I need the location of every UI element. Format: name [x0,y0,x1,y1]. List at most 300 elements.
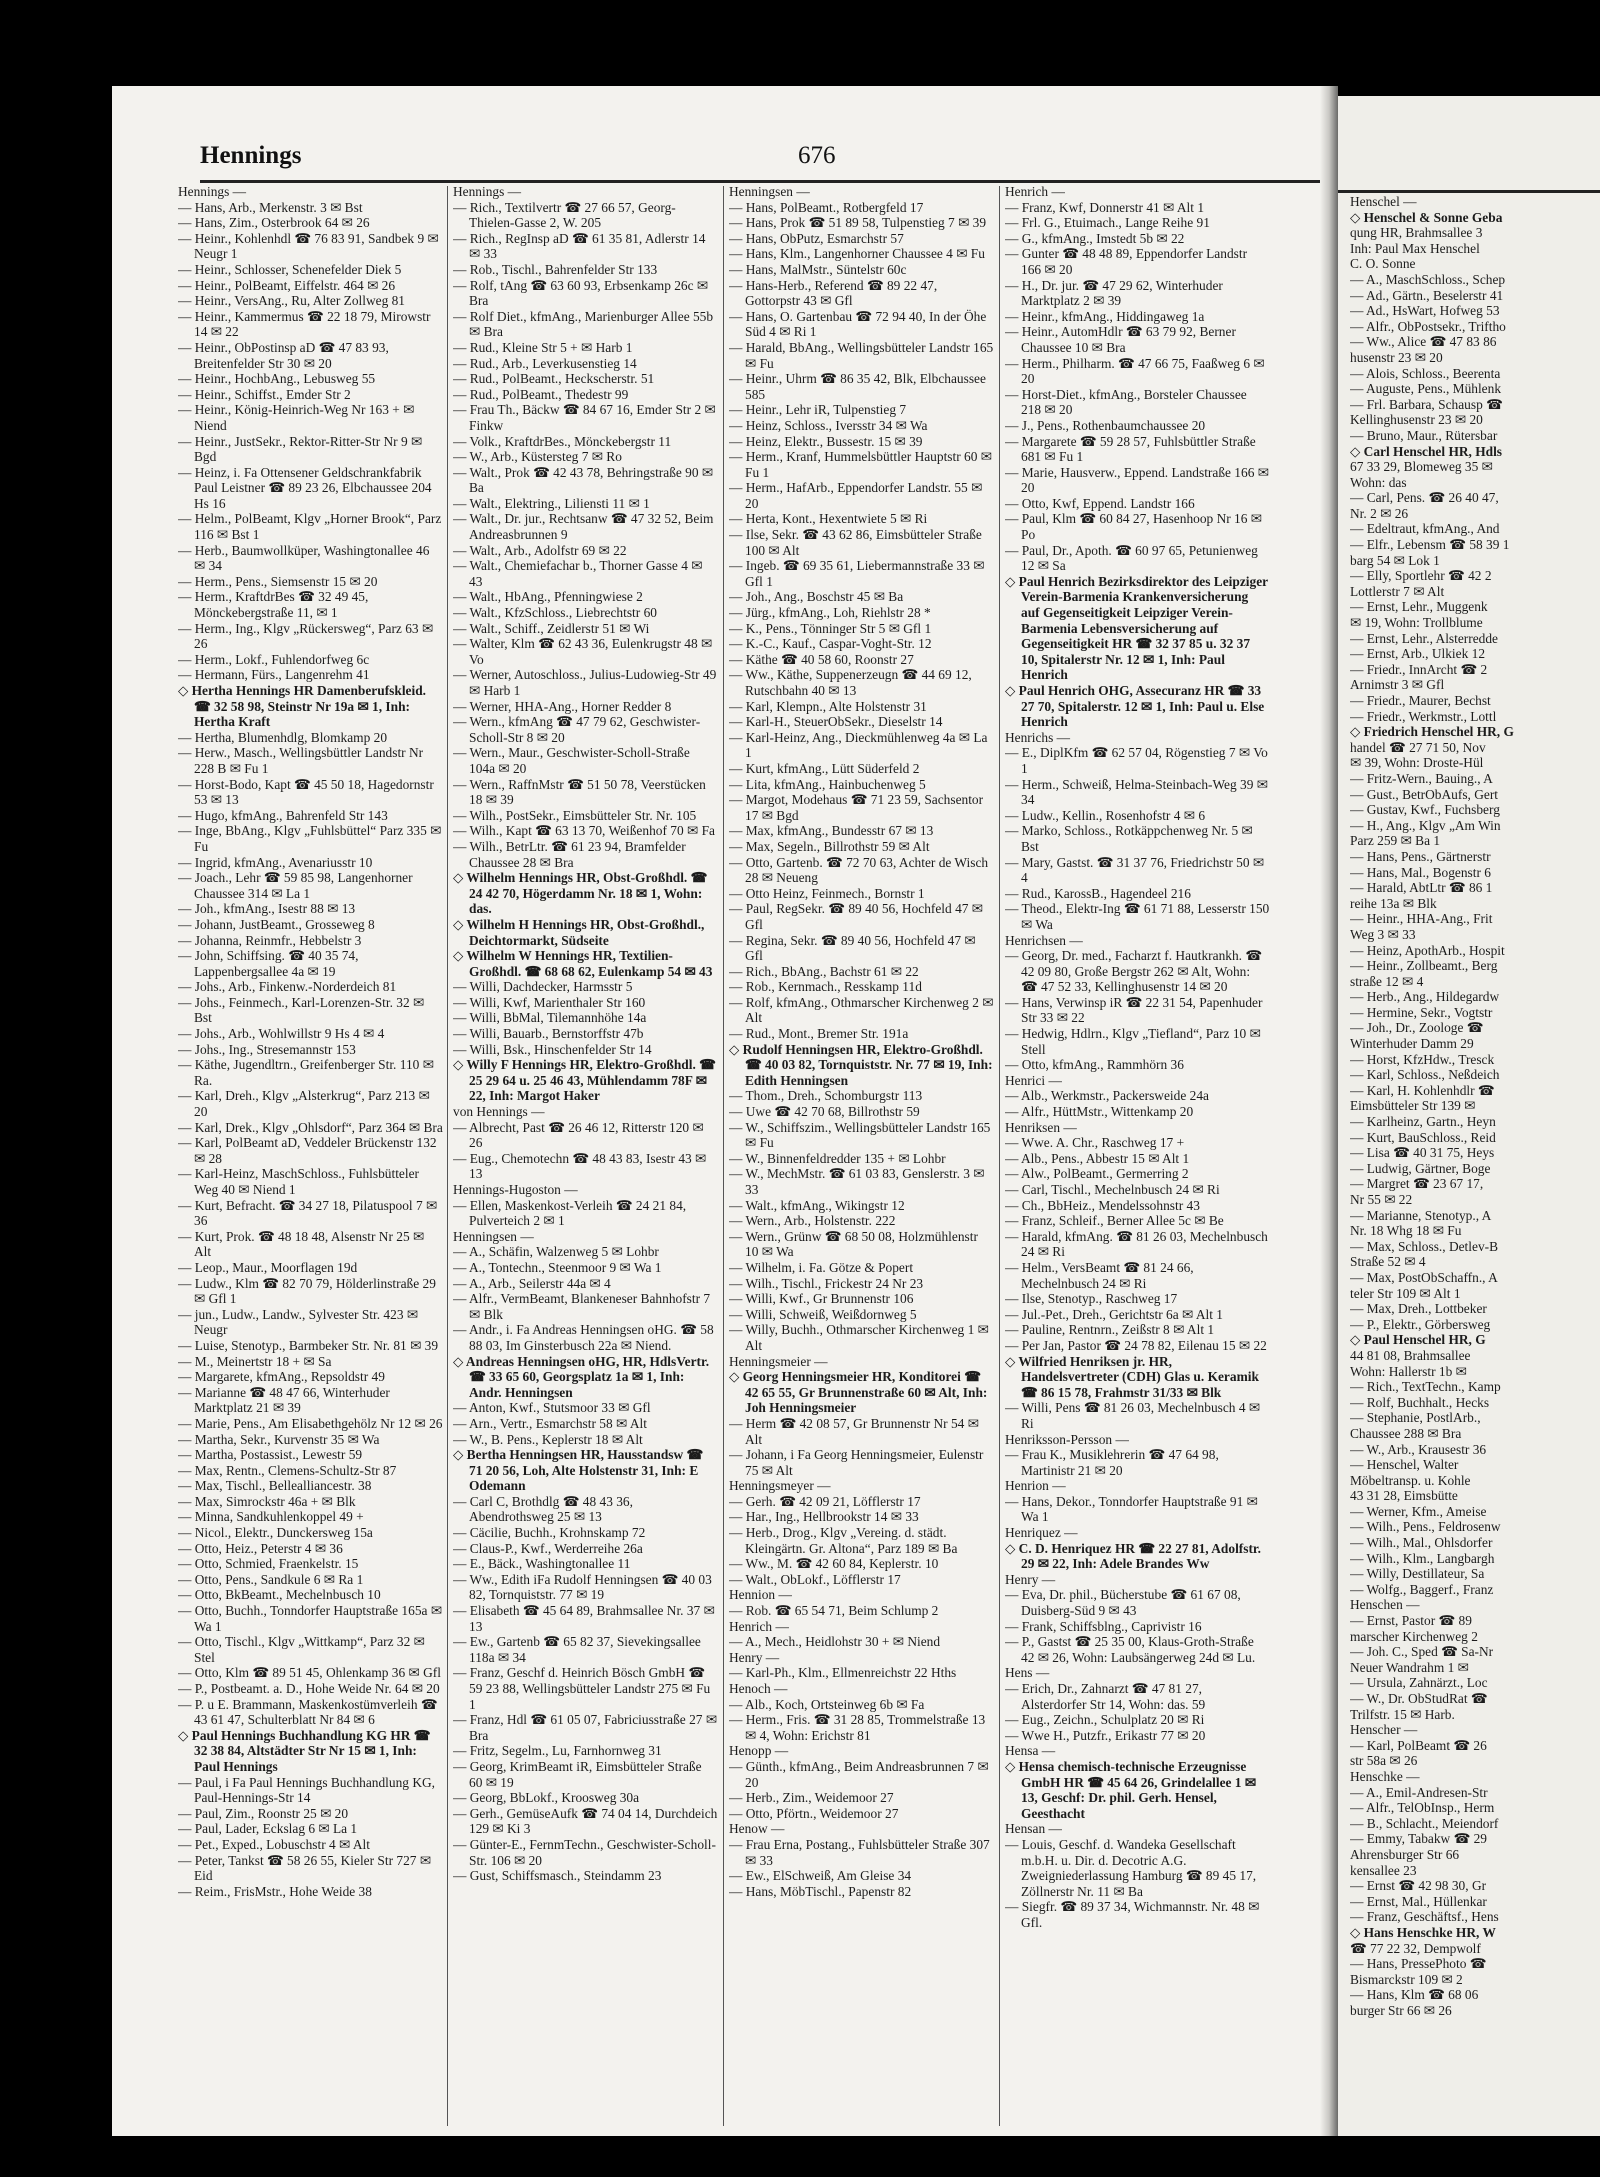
directory-entry: — Emmy, Tabakw ☎ 29 [1350,1831,1487,1847]
directory-entry: — Franz, Hdl ☎ 61 05 07, Fabriciusstraße 27 ✉ Bra [453,1712,718,1743]
directory-entry: — Leop., Maur., Moorflagen 19d [178,1259,358,1275]
directory-entry: — Herm., Ing., Klgv „Rückersweg“, Parz 63 ✉ 26 [178,620,434,652]
directory-entry: — Paul, Lader, Eckslag 6 ✉ La 1 [178,1821,358,1837]
directory-entry: Weg 3 ✉ 33 [1350,926,1416,942]
directory-entry: — Wilh., Klm., Langbargh [1350,1550,1495,1566]
directory-page [112,86,1337,2136]
business-entry: ◇ C. D. Henriquez HR ☎ 22 27 81, Adolfstr. 29 ✉ 22, Inh: Adele Brandes Ww [1005,1540,1261,1572]
directory-entry: — A., MaschSchloss., Schep [1350,271,1506,287]
directory-entry: — Rud., KarossB., Hagendeel 216 [1005,885,1191,901]
directory-entry: — A., Arb., Seilerstr 44a ✉ 4 [453,1275,611,1291]
directory-entry: — Joh., Ang., Boschstr 45 ✉ Ba [729,589,904,605]
directory-entry: — Ellen, Maskenkost-Verleih ☎ 24 21 84, Pulverteich 2 ✉ 1 [453,1197,687,1229]
directory-entry: — Har., Ing., Hellbrookstr 14 ✉ 33 [729,1509,919,1525]
directory-entry: Nr. 18 Whg 18 ✉ Fu [1350,1223,1462,1239]
directory-entry: — Ursula, Zahnärzt., Loc [1350,1675,1488,1691]
business-entry: ◇ Wilhelm Hennings HR, Obst-Großhdl. ☎ 24 42 70, Högerdamm Nr. 18 ✉ 1, Wohn: das. [453,870,708,917]
surname-heading: Henrich — [1005,184,1065,199]
directory-entry: — Heinr., AutomHdlr ☎ 63 79 92, Berner Chaussee 10 ✉ Bra [1005,324,1236,355]
surname-heading: Henningsen — [453,1228,534,1244]
directory-entry: — Heinr., Lehr iR, Tulpenstieg 7 [729,402,907,418]
surname-heading: Hennings — [453,184,522,199]
directory-entry: — Frank, Schiffsblng., Caprivistr 16 [1005,1618,1202,1634]
directory-entry: handel ☎ 27 71 50, Nov [1350,739,1486,755]
directory-entry: — Herm., HafArb., Eppendorfer Landstr. 55 ✉ 20 [729,480,983,511]
book-gutter [1320,86,1338,2136]
directory-entry: — Günter-E., FernmTechn., Geschwister-Scholl-Str. 106 ✉ 20 [453,1836,716,1868]
directory-entry: — Hans, O. Gartenbau ☎ 72 94 40, In der Öhe Süd 4 ✉ Ri 1 [729,308,987,340]
directory-entry: — Otto, Tischl., Klgv „Wittkamp“, Parz 32 ✉ Stel [178,1634,425,1665]
directory-entry: — Johs., Ing., Stresemannstr 153 [178,1041,356,1057]
directory-entry: — H., Ang., Klgv „Am Win [1350,817,1501,833]
directory-entry: — M., Meinertstr 18 + ✉ Sa [178,1353,332,1369]
directory-entry: burger Str 66 ✉ 26 [1350,2002,1452,2018]
directory-entry: — Franz, Geschf d. Heinrich Bösch GmbH ☎ 59 23 88, Wellingsbütteler Landstr 275 ✉ Fu 1 [453,1665,711,1712]
directory-entry: — Otto, Gartenb. ☎ 72 70 63, Achter de Wisch 28 ✉ Neueng [729,854,989,886]
directory-entry: — John, Schiffsing. ☎ 40 35 74, Lappenbergsallee 4a ✉ 19 [178,948,359,979]
directory-entry: — Friedr., Werkmstr., Lottl [1350,708,1497,724]
directory-entry: Winterhuder Damm 29 [1350,1036,1474,1052]
surname-heading: Henow — [729,1821,785,1837]
directory-entry: — Wern., RaffnMstr ☎ 51 50 78, Veerstücken 18 ✉ 39 [453,776,706,808]
directory-entry: — Eug., Zeichn., Schulplatz 20 ✉ Ri [1005,1712,1205,1728]
directory-entry: — Louis, Geschf. d. Wandeka Gesellschaft m.b.H. u. Dir. d. Decotric A.G. Zweigniederlassung Hamburg ☎ 89 45 17, Zöllnerstr Nr. 11 ✉ Ba [1005,1836,1257,1899]
business-entry: ◇ Paul Hennings Buchhandlung KG HR ☎ 32 38 84, Altstädter Str Nr 15 ✉ 1, Inh: Paul Hennings [178,1727,431,1774]
directory-entry: — Pet., Exped., Lobuschstr 4 ✉ Alt [178,1836,370,1852]
directory-entry: Henscher — [1350,1722,1418,1738]
directory-entry: — Alfr., ObPostsekr., Triftho [1350,318,1506,334]
directory-entry: C. O. Sonne [1350,256,1416,272]
surname-heading: Henrich — [729,1618,789,1634]
header-rule [1338,190,1600,193]
business-entry: ◇ Hertha Hennings HR Damenberufskleid. ☎ 32 58 98, Steinstr Nr 19a ✉ 1, Inh: Hertha Kraft [178,683,426,730]
directory-entry: — Heinr., König-Heinrich-Weg Nr 163 + ✉ Niend [178,402,415,433]
directory-entry: — Frau Th., Bäckw ☎ 84 67 16, Emder Str 2 ✉ Finkw [453,402,716,433]
business-entry: ◇ Georg Henningsmeier HR, Konditorei ☎ 42 65 55, Gr Brunnenstraße 60 ✉ Alt, Inh: Joh Henningsmeier [729,1369,988,1416]
directory-entry: — Herm., Schweiß, Helma-Steinbach-Weg 39 ✉ 34 [1005,776,1269,808]
directory-entry: — Herm., KraftdrBes ☎ 32 49 45, Mönckebergstraße 11, ✉ 1 [178,589,369,621]
directory-entry: — Wwe. A. Chr., Raschweg 17 + [1005,1135,1185,1151]
directory-entry: — Herb., Ang., Hildegardw [1350,989,1500,1005]
directory-entry: — Heinr., Zollbeamt., Berg [1350,958,1498,974]
directory-entry: — Gerh., GemüseAufk ☎ 74 04 14, Durchdeich 129 ✉ Ki 3 [453,1805,718,1837]
directory-entry: — Walt., Dr. jur., Rechtsanw ☎ 47 32 52, Beim Andreasbrunnen 9 [453,511,714,543]
directory-entry: — Ilse, Sekr. ☎ 43 62 86, Eimsbütteler Straße 100 ✉ Alt [729,527,982,558]
directory-entry: — Marko, Schloss., Rotkäppchenweg Nr. 5 ✉ Bst [1005,823,1253,854]
directory-entry: Kellinghusenstr 23 ✉ 20 [1350,412,1483,428]
business-entry: ◇ Andreas Henningsen oHG, HR, HdlsVertr. ☎ 33 65 60, Georgsplatz 1a ✉ 1, Inh: Andr. Henningsen [453,1353,710,1400]
directory-entry: — Per Jan, Pastor ☎ 24 78 82, Eilenau 15 ✉ 22 [1005,1337,1267,1353]
next-page-edge [1338,96,1600,2136]
directory-entry: — Elly, Sportlehr ☎ 42 2 [1350,568,1492,584]
directory-entry: — Rob., Tischl., Bahrenfelder Str 133 [453,261,658,277]
business-entry: ◇ Rudolf Henningsen HR, Elektro-Großhdl. ☎ 40 03 82, Tornquiststr. Nr. 77 ✉ 19, Inh: Edith Henningsen [729,1041,993,1088]
directory-entry: — Ww., Edith iFa Rudolf Henningsen ☎ 40 03 82, Tornquiststr. 77 ✉ 19 [453,1571,712,1603]
column-divider [999,186,1000,2126]
directory-entry: Parz 259 ✉ Ba 1 [1350,833,1441,849]
directory-entry: — Helm., VersBeamt ☎ 81 24 66, Mechelnbusch 24 ✉ Ri [1005,1259,1194,1291]
directory-entry: Inh: Paul Max Henschel [1350,240,1480,256]
directory-entry: — W., Arb., Küstersteg 7 ✉ Ro [453,449,622,465]
directory-entry: — Ew., ElSchweiß, Am Gleise 34 [729,1868,912,1884]
directory-entry: — Elfr., Lebensm ☎ 58 39 1 [1350,537,1510,553]
directory-entry: — Hans, Pens., Gärtnerstr [1350,848,1491,864]
directory-entry: — W., MechMstr. ☎ 61 03 83, Genslerstr. 3 ✉ 33 [729,1166,985,1197]
directory-entry: — Max, kfmAng., Bundesstr 67 ✉ 13 [729,823,934,839]
running-head: Hennings [200,142,302,169]
directory-entry: Wohn: das [1350,474,1407,490]
directory-entry: — Ilse, Stenotyp., Raschweg 17 [1005,1291,1178,1307]
directory-entry: — Käthe, Jugendltrn., Greifenberger Str. 110 ✉ Ra. [178,1057,434,1088]
directory-entry: — Heinr., Schiffst., Emder Str 2 [178,386,351,402]
surname-heading: Hens — [1005,1665,1050,1681]
directory-entry: straße 12 ✉ 4 [1350,973,1424,989]
directory-entry: — Walt., Schiff., Zeidlerstr 51 ✉ Wi [453,620,650,636]
directory-entry: — Willi, Dachdecker, Harmsstr 5 [453,979,633,995]
directory-entry: — Heinr., ObPostinsp aD ☎ 47 83 93, Breitenfelder Str 30 ✉ 20 [178,339,389,371]
directory-entry: — Hermine, Sekr., Vogtstr [1350,1004,1493,1020]
directory-entry: — Wilh., PostSekr., Eimsbütteler Str. Nr. 105 [453,807,697,823]
directory-entry: ◇ Henschel & Sonne Geba [1350,209,1503,225]
directory-entry: — Otto, Schmied, Fraenkelstr. 15 [178,1556,359,1572]
next-page-column [1350,194,1600,2134]
directory-entry: — Arn., Vertr., Esmarchstr 58 ✉ Alt [453,1415,647,1431]
directory-entry: — Heinr., HHA-Ang., Frit [1350,911,1493,927]
directory-entry: — Kurt, kfmAng., Lütt Süderfeld 2 [729,760,920,776]
surname-heading: Henriksen — [1005,1119,1077,1135]
directory-entry: — Willi, Kwf., Gr Brunnenstr 106 [729,1291,914,1307]
directory-entry: — Edeltraut, kfmAng., And [1350,521,1500,537]
surname-heading: Hennings-Hugoston — [453,1182,578,1197]
directory-entry: — Franz, Schleif., Berner Allee 5c ✉ Be [1005,1213,1224,1229]
directory-entry: — Hans, Mal., Bogenstr 6 [1350,864,1491,880]
directory-entry: Trilfstr. 15 ✉ Harb. [1350,1706,1455,1722]
directory-entry: str 58a ✉ 26 [1350,1753,1418,1769]
directory-entry: — Otto, Pförtn., Weidemoor 27 [729,1805,899,1821]
directory-entry: — Herb., Zim., Weidemoor 27 [729,1790,894,1806]
directory-entry: — Gust, Schiffsmasch., Steindamm 23 [453,1868,662,1884]
directory-entry: — Rich., Textilvertr ☎ 27 66 57, Georg-Thielen-Gasse 2, W. 205 [453,199,676,231]
directory-entry: — Max, Schloss., Detlev-B [1350,1238,1499,1254]
directory-entry: — Alfr., HüttMstr., Wittenkamp 20 [1005,1104,1194,1120]
directory-entry: — Fritz-Wern., Bauing., A [1350,770,1493,786]
directory-entry: — Ew., Gartenb ☎ 65 82 37, Sievekingsallee 118a ✉ 34 [453,1634,701,1665]
directory-entry: — Otto, Kwf, Eppend. Landstr 166 [1005,495,1195,511]
directory-entry: — Wilh., Mal., Ohlsdorfer [1350,1535,1493,1551]
directory-entry: — Ch., BbHeiz., Mendelssohnstr 43 [1005,1197,1200,1213]
directory-entry: — Willi, Kwf, Marienthaler Str 160 [453,994,646,1010]
directory-entry: reihe 13a ✉ Blk [1350,895,1437,911]
directory-entry: — Wilhelm, i. Fa. Götze & Popert [729,1259,914,1275]
directory-entry: — Henschel, Walter [1350,1457,1459,1473]
business-entry: ◇ Wilhelm H Hennings HR, Obst-Großhdl., Deichtormarkt, Südseite [453,916,705,948]
surname-heading: Hensa — [1005,1743,1056,1759]
directory-entry: — Heinr., Uhrm ☎ 86 35 42, Blk, Elbchaussee 585 [729,371,986,402]
directory-entry: Straße 52 ✉ 4 [1350,1254,1426,1270]
directory-entry: husenstr 23 ✉ 20 [1350,349,1443,365]
directory-entry: — Paul, i Fa Paul Hennings Buchhandlung KG, Paul-Hennings-Str 14 [178,1774,436,1806]
directory-entry: — Hans, PressePhoto ☎ [1350,1956,1487,1972]
directory-entry: — Wilh., Kapt ☎ 63 13 70, Weißenhof 70 ✉ Fa [453,823,715,839]
directory-entry: — Max, Segeln., Billrothstr 59 ✉ Alt [729,838,930,854]
directory-entry: — Johann, JustBeamt., Grosseweg 8 [178,916,375,932]
directory-entry: — Mary, Gastst. ☎ 31 37 76, Friedrichstr 50 ✉ 4 [1005,854,1265,886]
directory-entry: Henschen — [1350,1597,1420,1613]
page-number: 676 [798,142,836,169]
directory-entry: — W., B. Pens., Keplerstr 18 ✉ Alt [453,1431,643,1447]
directory-entry: — Willy, Buchh., Othmarscher Kirchenweg 1 ✉ Alt [729,1322,989,1353]
directory-entry: — Otto, Pens., Sandkule 6 ✉ Ra 1 [178,1571,364,1587]
directory-entry: — Otto, Klm ☎ 89 51 45, Ohlenkamp 36 ✉ Gfl [178,1665,441,1681]
directory-entry: — Heinr., PolBeamt, Eiffelstr. 464 ✉ 26 [178,277,396,293]
directory-entry: — Hertha, Blumenhdlg, Blomkamp 20 [178,729,388,745]
directory-entry: Lottlerstr 7 ✉ Alt [1350,583,1445,599]
directory-entry: — Martha, Postassist., Lewestr 59 [178,1447,363,1463]
directory-entry: — Rolf Diet., kfmAng., Marienburger Allee 55b ✉ Bra [453,308,714,340]
directory-entry: — Werner, Autoschloss., Julius-Ludowieg-Str 49 ✉ Harb 1 [453,667,717,698]
directory-entry: — Anton, Kwf., Stutsmoor 33 ✉ Gfl [453,1400,651,1416]
directory-entry: — Hans, Verwinsp iR ☎ 22 31 54, Papenhuder Str 33 ✉ 22 [1005,994,1263,1026]
directory-entry: — Wern., Grünw ☎ 68 50 08, Holzmühlenstr 10 ✉ Wa [729,1228,978,1260]
directory-entry: — P., Postbeamt. a. D., Hohe Weide Nr. 64 ✉ 20 [178,1681,440,1696]
directory-entry: — Carl C, Brothdlg ☎ 48 43 36, Abendrothsweg 25 ✉ 13 [453,1493,633,1525]
directory-entry: — Kurt, Prok. ☎ 48 18 48, Alsenstr Nr 25 ✉ Alt [178,1228,425,1260]
directory-entry: — Werner, HHA-Ang., Horner Redder 8 [453,698,672,714]
directory-entry: — Rob. ☎ 65 54 71, Beim Schlump 2 [729,1603,939,1619]
directory-entry: — W., Schiffszim., Wellingsbütteler Landstr 165 ✉ Fu [729,1119,991,1151]
directory-entry: — Reim., FrisMstr., Hohe Weide 38 [178,1883,372,1899]
directory-entry: — Karl-H., SteuerObSekr., Dieselstr 14 [729,714,943,730]
directory-entry: — Karl, PolBeamt ☎ 26 [1350,1737,1487,1753]
directory-entry: — Horst-Diet., kfmAng., Borsteler Chaussee 218 ✉ 20 [1005,386,1247,418]
directory-entry: Henschke — [1350,1768,1420,1784]
directory-entry: — Walt., KfzSchloss., Liebrechtstr 60 [453,605,657,621]
directory-entry: — Rud., Arb., Leverkusenstieg 14 [453,355,637,371]
directory-entry: Henschel — [1350,194,1417,209]
directory-entry: — Eva, Dr. phil., Bücherstube ☎ 61 67 08, Duisberg-Süd 9 ✉ 43 [1005,1587,1241,1619]
directory-entry: — Rud., Mont., Bremer Str. 191a [729,1026,909,1042]
directory-entry: — Regina, Sekr. ☎ 89 40 56, Hochfeld 47 ✉ Gfl [729,932,976,964]
directory-entry: — K., Pens., Tönninger Str 5 ✉ Gfl 1 [729,620,932,636]
directory-entry: — Gustav, Kwf., Fuchsberg [1350,802,1500,818]
directory-entry: — Heinz, ApothArb., Hospit [1350,942,1505,958]
directory-entry: — Willi, Schweiß, Weißdornweg 5 [729,1306,917,1322]
directory-entry: — Ad., HsWart, Hofweg 53 [1350,303,1500,319]
directory-entry: — Volk., KraftdrBes., Mönckebergstr 11 [453,433,672,449]
directory-entry: — A., Schäfin, Walzenweg 5 ✉ Lohbr [453,1244,659,1260]
directory-entry: — Hans, Arb., Merkenstr. 3 ✉ Bst [178,199,363,215]
directory-entry: — Johs., Arb., Finkenw.-Norderdeich 81 [178,979,397,995]
directory-entry: — Otto, kfmAng., Rammhörn 36 [1005,1057,1184,1073]
directory-entry: — Hans, MalMstr., Süntelstr 60c [729,261,907,277]
directory-entry: — Karl, Klempn., Alte Holstenstr 31 [729,698,927,714]
directory-entry: 44 81 08, Brahmsallee [1350,1347,1471,1363]
directory-entry: — Walt., Arb., Adolfstr 69 ✉ 22 [453,542,627,558]
directory-entry: — Heinr., HochbAng., Lebusweg 55 [178,371,376,387]
directory-entry: — Friedr., Maurer, Bechst [1350,693,1491,708]
directory-entry: — Jul.-Pet., Dreh., Gerichtstr 6a ✉ Alt 1 [1005,1306,1223,1322]
directory-entry: — Wolfg., Baggerf., Franz [1350,1581,1494,1597]
directory-entry: — Johanna, Reinmfr., Hebbelstr 3 [178,932,362,948]
directory-entry: — Willi, Pens ☎ 81 26 03, Mechelnbusch 4 ✉ Ri [1005,1400,1261,1431]
surname-heading: Henopp — [729,1743,789,1759]
directory-entry: — Karl-Heinz, MaschSchloss., Fuhlsbütteler Weg 40 ✉ Niend 1 [178,1166,419,1197]
directory-entry: — Albrecht, Past ☎ 26 46 12, Ritterstr 120 ✉ 26 [453,1119,704,1151]
directory-entry: — Wern., Arb., Holstenstr. 222 [729,1213,896,1229]
directory-entry: — Theod., Elektr-Ing ☎ 61 71 88, Lesserstr 150 ✉ Wa [1005,901,1270,932]
directory-entry: — Lisa ☎ 40 31 75, Heys [1350,1145,1495,1161]
directory-entry: — Walt., Elektring., Liliensti 11 ✉ 1 [453,495,650,511]
surname-heading: von Hennings — [453,1104,545,1120]
directory-entry: — Ernst, Lehr., Alsterredde [1350,630,1499,646]
directory-entry: Wohn: Hallerstr 1b ✉ [1350,1363,1467,1379]
directory-entry: — Karl, PolBeamt aD, Veddeler Brückenstr 132 ✉ 28 [178,1135,437,1166]
directory-entry: — Ludwig, Gärtner, Boge [1350,1160,1491,1176]
directory-entry: Nr 55 ✉ 22 [1350,1192,1413,1207]
directory-entry: — Heinz, Elektr., Bussestr. 15 ✉ 39 [729,433,923,449]
directory-entry: — Karl, Drek., Klgv „Ohlsdorf“, Parz 364 ✉ Bra [178,1119,443,1135]
directory-entry: — Herm ☎ 42 08 57, Gr Brunnenstr Nr 54 ✉ Alt [729,1415,979,1447]
directory-entry: — Wern., kfmAng ☎ 47 79 62, Geschwister-Scholl-Str 8 ✉ 20 [453,714,701,745]
surname-heading: Henrion — [1005,1478,1066,1494]
directory-entry: — Herm., Fris. ☎ 31 28 85, Trommelstraße 13 ✉ 4, Wohn: Erichstr 81 [729,1712,986,1743]
directory-entry: — Ww., M. ☎ 42 60 84, Keplerstr. 10 [729,1556,939,1572]
directory-entry: ◇ Friedrich Henschel HR, G [1350,724,1514,740]
directory-entry: — Walt., kfmAng., Wikingstr 12 [729,1197,905,1213]
directory-entry: — Georg, Dr. med., Facharzt f. Hautkrankh. ☎ 42 09 80, Große Bergstr 262 ✉ Alt, Wohn: ☎ 47 52 33, Kellinghusenstr 14 ✉ 20 [1005,948,1263,995]
directory-entry: — W., Binnenfeldredder 135 + ✉ Lohbr [729,1150,946,1166]
directory-entry: — Joh. C., Sped ☎ Sa-Nr [1350,1644,1494,1660]
directory-entry: — Rich., RegInsp aD ☎ 61 35 81, Adlerstr 14 ✉ 33 [453,230,706,262]
directory-entry: ◇ Paul Henschel HR, G [1350,1332,1486,1348]
directory-entry: — Gunter ☎ 48 48 89, Eppendorfer Landstr 166 ✉ 20 [1005,246,1248,277]
surname-heading: Henningsmeyer — [729,1478,831,1494]
directory-entry: — Elisabeth ☎ 45 64 89, Brahmsallee Nr. 37 ✉ 13 [453,1603,715,1634]
directory-entry: teler Str 109 ✉ Alt 1 [1350,1285,1461,1301]
column-divider [447,186,448,2126]
page-header [200,142,1337,182]
directory-entry: Arnimstr 3 ✉ Gfl [1350,677,1445,693]
directory-entry: — Ludw., Klm ☎ 82 70 79, Hölderlinstraße 29 ✉ Gfl 1 [178,1275,436,1307]
directory-entry: — Willy, Destillateur, Sa [1350,1566,1485,1582]
directory-entry: Eimsbütteler Str 139 ✉ [1350,1098,1476,1114]
directory-entry: — Walt., Prok ☎ 42 43 78, Behringstraße 90 ✉ Ba [453,464,714,496]
directory-entry: — Margarete ☎ 59 28 57, Fuhlsbüttler Straße 681 ✉ Fu 1 [1005,433,1256,465]
directory-entry: — Otto Heinz, Feinmech., Bornstr 1 [729,885,925,901]
directory-entry: — Walt., ObLokf., Löfflerstr 17 [729,1571,901,1587]
directory-entry: — Johann, i Fa Georg Henningsmeier, Eulenstr 75 ✉ Alt [729,1447,984,1478]
directory-entry: — Hans, ObPutz, Esmarchstr 57 [729,230,904,246]
surname-heading: Henrici — [1005,1072,1062,1088]
directory-entry: — Alb., Pens., Abbestr 15 ✉ Alt 1 [1005,1150,1190,1166]
directory-entry: — Lita, kfmAng., Hainbuchenweg 5 [729,776,926,792]
column-1 [178,184,443,2134]
directory-entry: — Margot, Modehaus ☎ 71 23 59, Sachsentor 17 ✉ Bgd [729,792,984,823]
directory-entry: — Bruno, Maur., Rütersbar [1350,427,1498,443]
directory-entry: — Heinr., VersAng., Ru, Alter Zollweg 81 [178,293,405,309]
directory-entry: — Cäcilie, Buchh., Krohnskamp 72 [453,1525,646,1541]
directory-entry: — Heinr., JustSekr., Rektor-Ritter-Str Nr 9 ✉ Bgd [178,433,423,465]
directory-entry: — Johs., Arb., Wohlwillstr 9 Hs 4 ✉ 4 [178,1026,385,1042]
surname-heading: Henriquez — [1005,1525,1078,1541]
directory-entry: — Inge, BbAng., Klgv „Fuhlsbüttel“ Parz 335 ✉ Fu [178,823,442,854]
directory-entry: — Marianne ☎ 48 47 66, Winterhuder Marktplatz 21 ✉ 39 [178,1384,390,1416]
directory-entry: — Paul, RegSekr. ☎ 89 40 56, Hochfeld 47 ✉ Gfl [729,901,984,932]
directory-entry: — Frau K., Musiklehrerin ☎ 47 64 98, Martinistr 21 ✉ 20 [1005,1447,1219,1478]
directory-entry: Möbeltransp. u. Kohle [1350,1472,1471,1488]
surname-heading: Henriksson-Persson — [1005,1431,1129,1447]
directory-entry: — Otto, Buchh., Tonndorfer Hauptstraße 165a ✉ Wa 1 [178,1603,443,1634]
directory-entry: — Ernst, Pastor ☎ 89 [1350,1613,1472,1629]
directory-entry: — Joh., Dr., Zoologe ☎ [1350,1020,1484,1036]
directory-entry: — Heinr., kfmAng., Hiddingaweg 1a [1005,308,1205,324]
directory-entry: — K.-C., Kauf., Caspar-Voght-Str. 12 [729,636,932,652]
directory-entry: — A., Mech., Heidlohstr 30 + ✉ Niend [729,1634,941,1650]
surname-heading: Hennings — [178,184,247,199]
business-entry: ◇ Bertha Henningsen HR, Hausstandsw ☎ 71 20 56, Loh, Alte Holstenstr 31, Inh: E Odemann [453,1447,704,1494]
directory-entry: — Frau Erna, Postang., Fuhlsbütteler Straße 307 ✉ 33 [729,1836,990,1868]
directory-entry: Nr. 2 ✉ 26 [1350,505,1409,521]
surname-heading: Henry — [729,1649,780,1665]
directory-entry: — Kurt, Befracht. ☎ 34 27 18, Pilatuspool 7 ✉ 36 [178,1197,438,1229]
directory-entry: — Erich, Dr., Zahnarzt ☎ 47 81 27, Alsterdorfer Str 14, Wohn: das. 59 [1005,1681,1206,1712]
directory-entry: — Max, Dreh., Lottbeker [1350,1301,1487,1317]
directory-entry: ☎ 77 22 32, Dempwolf [1350,1940,1481,1956]
surname-heading: Henningsen — [729,184,810,199]
directory-entry: — Rolf, tAng ☎ 63 60 93, Erbsenkamp 26c ✉ Bra [453,277,709,309]
directory-entry: — Carl, Tischl., Mechelnbusch 24 ✉ Ri [1005,1182,1220,1197]
directory-entry: — Herm., Kranf, Hummelsbüttler Hauptstr 60 ✉ Fu 1 [729,449,992,480]
directory-entry: 67 33 29, Blomeweg 35 ✉ [1350,459,1493,475]
directory-entry: — Harald, BbAng., Wellingsbütteler Landstr 165 ✉ Fu [729,339,994,371]
directory-entry: — Alfr., TelObInsp., Herm [1350,1800,1495,1816]
directory-entry: — jun., Ludw., Landw., Sylvester Str. 423 ✉ Neugr [178,1306,419,1338]
directory-entry: — Günth., kfmAng., Beim Andreasbrunnen 7 ✉ 20 [729,1758,989,1790]
directory-entry: — Gust., BetrObAufs, Gert [1350,786,1499,802]
directory-entry: — Karl, H. Kohlenhdlr ☎ [1350,1082,1495,1098]
business-entry: ◇ Paul Henrich OHG, Assecuranz HR ☎ 33 27 70, Spitalerstr. 12 ✉ 1, Inh: Paul u. Else Henrich [1005,683,1265,730]
directory-entry: — Hans, Dekor., Tonndorfer Hauptstraße 91 ✉ Wa 1 [1005,1493,1258,1525]
directory-entry: — Friedr., InnArcht ☎ 2 [1350,661,1488,677]
directory-entry: — Eug., Chemotechn ☎ 48 43 83, Isestr 43 ✉ 13 [453,1150,707,1182]
surname-heading: Henrichs — [1005,729,1071,745]
directory-entry: ✉ 39, Wohn: Droste-Hül [1350,755,1484,771]
directory-entry: — Marie, Pens., Am Elisabethgehölz Nr 12 ✉ 26 [178,1415,443,1431]
directory-entry: — Harald, kfmAng. ☎ 81 26 03, Mechelnbusch 24 ✉ Ri [1005,1228,1268,1260]
directory-entry: — Max, PostObSchaffn., A [1350,1269,1498,1285]
directory-entry: — Hedwig, Hdlrn., Klgv „Tiefland“, Parz 10 ✉ Stell [1005,1026,1261,1057]
directory-entry: — Willi, BbMal, Tilemannhöhe 14a [453,1010,647,1026]
directory-entry: — Kurt, BauSchloss., Reid [1350,1129,1496,1145]
directory-entry: — Alfr., VermBeamt, Blankeneser Bahnhofstr 7 ✉ Blk [453,1291,711,1322]
directory-entry: — Hugo, kfmAng., Bahrenfeld Str 143 [178,807,388,823]
directory-entry: — Alb., Koch, Ortsteinweg 6b ✉ Fa [729,1696,925,1712]
directory-entry: — Ludw., Kellin., Rosenhofstr 4 ✉ 6 [1005,807,1206,823]
directory-entry: — Rolf, Buchhalt., Hecks [1350,1394,1490,1410]
directory-entry: — Martha, Sekr., Kurvenstr 35 ✉ Wa [178,1431,380,1447]
directory-entry: — Paul, Dr., Apoth. ☎ 60 97 65, Petunienweg 12 ✉ Sa [1005,542,1258,574]
directory-entry: — W., Dr. ObStudRat ☎ [1350,1691,1488,1706]
directory-entry: — Rob., Kernmach., Resskamp 11d [729,979,922,995]
directory-entry: ◇ Carl Henschel HR, Hdls [1350,443,1503,459]
directory-entry: — Heinr., Kammermus ☎ 22 18 79, Mirowstr 14 ✉ 22 [178,308,431,340]
directory-entry: qung HR, Brahmsallee 3 [1350,225,1483,241]
directory-entry: — Peter, Tankst ☎ 58 26 55, Kieler Str 727 ✉ Eid [178,1852,432,1884]
directory-entry: Ahrensburger Str 66 [1350,1846,1460,1862]
column-3 [729,184,994,2134]
directory-entry: ◇ Hans Henschke HR, W [1350,1924,1496,1940]
surname-heading: Henry — [1005,1571,1056,1587]
